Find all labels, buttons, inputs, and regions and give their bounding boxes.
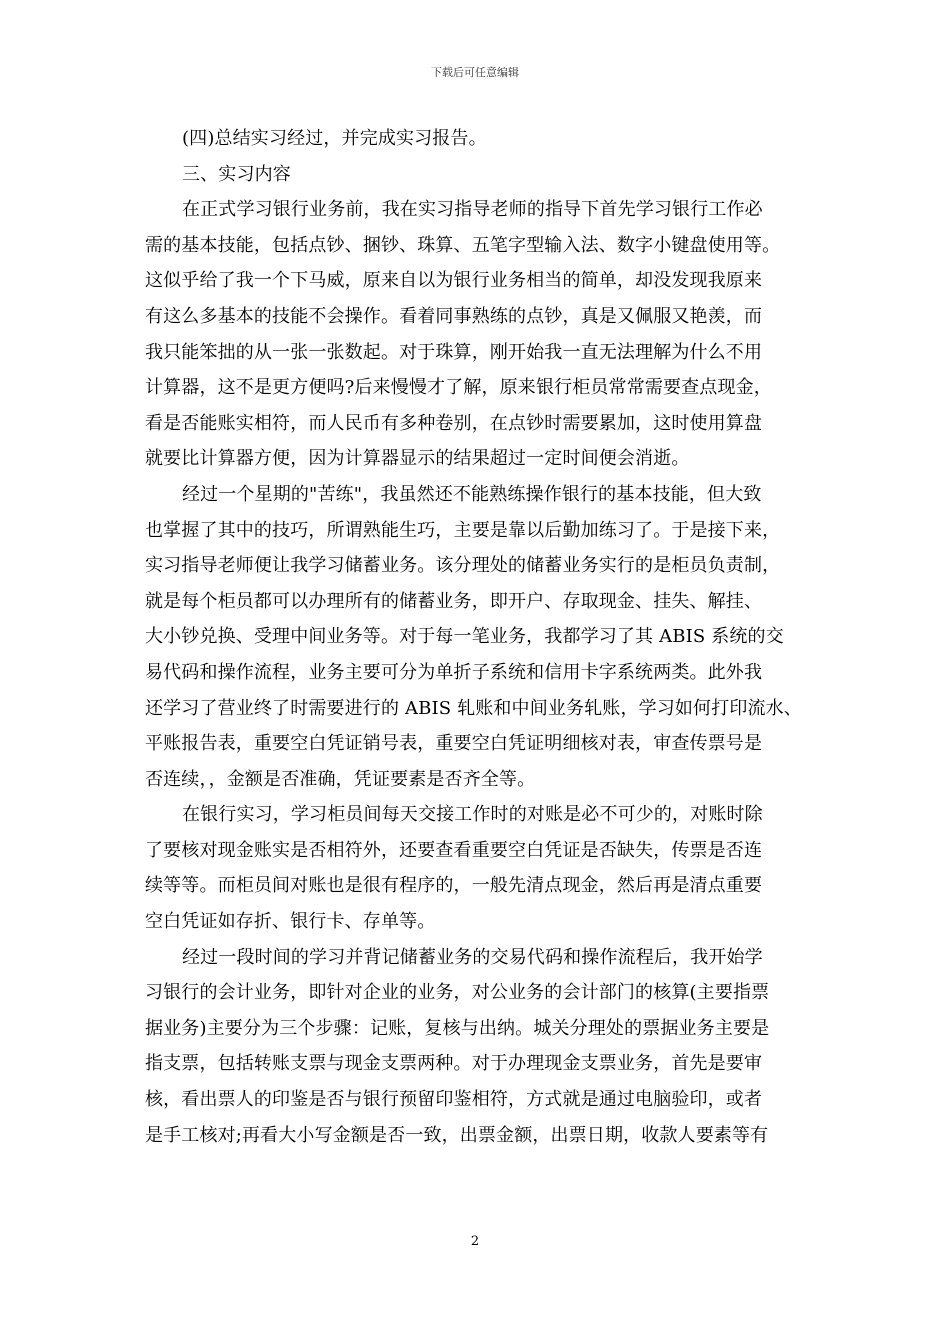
text-line: 看是否能账实相符，而人民币有多种卷别，在点钞时需要累加，这时使用算盘 [145,412,763,434]
text-line: 据业务)主要分为三个步骤：记账，复核与出纳。城关分理处的票据业务主要是 [145,1017,770,1039]
text-line: 续等等。而柜员间对账也是很有程序的，一般先清点现金，然后再是清点重要 [145,875,763,897]
text-line: 就要比计算器方便，因为计算器显示的结果超过一定时间便会消逝。 [145,448,690,470]
text-line: 经过一个星期的"苦练"，我虽然还不能熟练操作银行的基本技能，但大致 [182,483,762,505]
text-line: 实习指导老师便让我学习储蓄业务。该分理处的储蓄业务实行的是柜员负责制， [145,555,781,577]
text-line: 计算器，这不是更方便吗?后来慢慢才了解，原来银行柜员常常需要查点现金， [145,377,772,399]
text-line: 空白凭证如存折、银行卡、存单等。 [145,911,436,933]
text-line: 就是每个柜员都可以办理所有的储蓄业务，即开户、存取现金、挂失、解挂、 [145,590,763,612]
text-line: 大小钞兑换、受理中间业务等。对于每一笔业务，我都学习了其 ABIS 系统的交 [145,626,784,648]
text-line: 这似乎给了我一个下马威，原来自以为银行业务相当的简单，却没发现我原来 [145,270,763,292]
text-line: 指支票，包括转账支票与现金支票两种。对于办理现金支票业务，首先是要审 [145,1053,763,1075]
text-line: 经过一段时间的学习并背记储蓄业务的交易代码和操作流程后，我开始学 [182,946,763,968]
text-line: 也掌握了其中的技巧，所谓熟能生巧，主要是靠以后勤加练习了。于是接下来， [145,519,781,541]
page-header: 下载后可任意编辑 [431,66,519,79]
text-line: 了要核对现金账实是否相符外，还要查看重要空白凭证是否缺失，传票是否连 [145,839,763,861]
text-line: 需的基本技能，包括点钞、捆钞、珠算、五笔字型输入法、数字小键盘使用等。 [145,234,781,256]
text-line: 在正式学习银行业务前，我在实习指导老师的指导下首先学习银行工作必 [182,199,763,221]
text-line: 平账报告表，重要空白凭证销号表，重要空白凭证明细核对表，审查传票号是 [145,733,763,755]
text-line: 习银行的会计业务，即针对企业的业务，对公业务的会计部门的核算(主要指票 [145,982,770,1004]
page-number: 2 [470,1234,480,1249]
text-line: 易代码和操作流程，业务主要可分为单折子系统和信用卡字系统两类。此外我 [145,661,763,683]
text-line: 还学习了营业终了时需要进行的 ABIS 轧账和中间业务轧账，学习如何打印流水、 [145,697,802,719]
text-line: 有这么多基本的技能不会操作。看着同事熟练的点钞，真是又佩服又艳羡，而 [145,305,763,327]
text-line: 是手工核对;再看大小写金额是否一致，出票金额，出票日期，收款人要素等有 [145,1124,769,1146]
text-line: (四)总结实习经过，并完成实习报告。 [182,128,487,149]
section-heading: 三、实习内容 [182,163,291,185]
text-line: 否连续，，金额是否准确，凭证要素是否齐全等。 [145,768,536,790]
text-line: 我只能笨拙的从一张一张数起。对于珠算，刚开始我一直无法理解为什么不用 [145,341,763,363]
document-body [145,121,810,1153]
text-line: 核，看出票人的印鉴是否与银行预留印鉴相符，方式就是通过电脑验印，或者 [145,1089,763,1111]
text-line: 在银行实习，学习柜员间每天交接工作时的对账是必不可少的，对账时除 [182,804,763,826]
